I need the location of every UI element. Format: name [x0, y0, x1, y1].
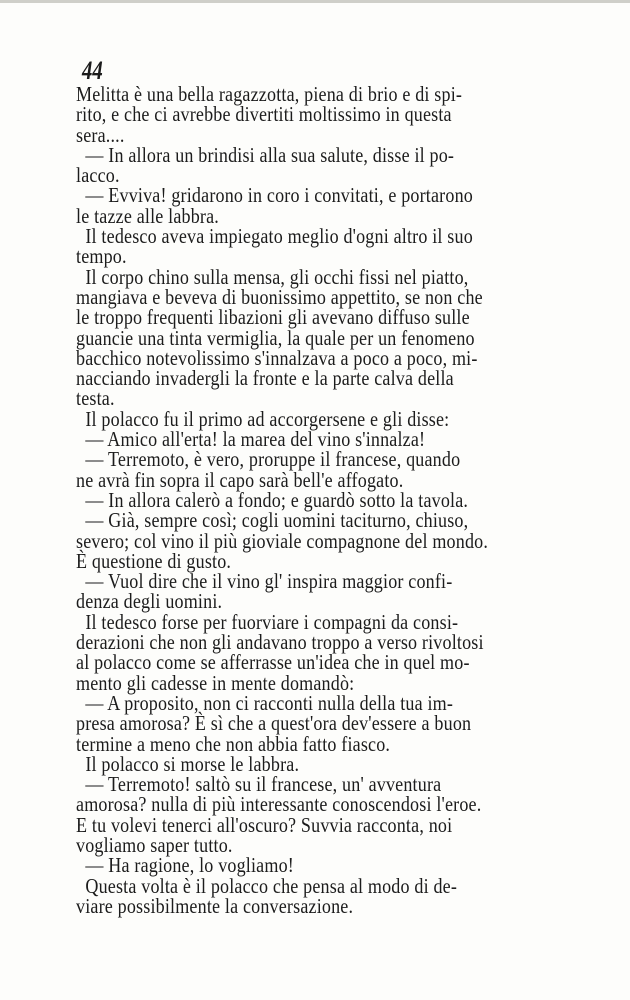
text-line: amorosa? nulla di più interessante conoscendosi l'eroe.: [76, 792, 482, 817]
text-line: E tu volevi tenerci all'oscuro? Suvvia racconta, noi: [76, 812, 453, 837]
text-line: guancie una tinta vermiglia, la quale per un fenomeno: [76, 325, 475, 350]
text-line: — Terremoto! saltò su il francese, un' avventura: [76, 772, 442, 797]
text-line: denza degli uomini.: [76, 589, 223, 614]
text-line: presa amorosa? È sì che a quest'ora dev'essere a buon: [76, 711, 472, 736]
text-line: — In allora calerò a fondo; e guardò sotto la tavola.: [76, 487, 469, 512]
text-line: — Ha ragione, lo vogliamo!: [76, 853, 294, 878]
text-line: mento gli cadesse in mente domandò:: [76, 670, 355, 695]
text-line: Melitta è una bella ragazzotta, piena di brio e di spi-: [76, 82, 463, 106]
text-line: al polacco come se afferrasse un'idea che in quel mo-: [76, 650, 470, 675]
text-line: Il polacco fu il primo ad accorgersene e gli disse:: [76, 406, 450, 431]
text-line: rito, e che ci avrebbe divertiti moltissimo in questa: [76, 102, 452, 127]
text-line: sera....: [76, 122, 125, 147]
text-line: Il corpo chino sulla mensa, gli occhi fissi nel piatto,: [76, 264, 469, 289]
body-text: [76, 84, 582, 916]
text-line: Questa volta è il polacco che pensa al modo di de-: [76, 873, 458, 898]
text-line: ne avrà fin sopra il capo sarà bell'e affogato.: [76, 467, 404, 492]
text-line: derazioni che non gli andavano troppo a verso rivoltosi: [76, 630, 484, 655]
text-line: le troppo frequenti libazioni gli avevano diffuso sulle: [76, 305, 470, 330]
text-line: le tazze alle labbra.: [76, 203, 219, 228]
text-line: bacchico notevolissimo s'innalzava a poco a poco, mi-: [76, 345, 478, 370]
text-line: — Vuol dire che il vino gl' inspira maggior confi-: [76, 569, 453, 594]
text-line: nacciando invadergli la fronte e la parte calva della: [76, 366, 454, 391]
text-line: — Amico all'erta! la marea del vino s'innalza!: [76, 427, 426, 452]
text-line: termine a meno che non abbia fatto fiasco.: [76, 731, 391, 756]
text-line: — Terremoto, è vero, proruppe il francese, quando: [76, 447, 461, 472]
text-line: lacco.: [76, 163, 120, 188]
page-number: 44: [82, 56, 103, 85]
text-line: mangiava e beveva di buonissimo appettito, se non che: [76, 284, 483, 309]
text-line: È questione di gusto.: [76, 548, 232, 573]
text-line: vogliamo saper tutto.: [76, 832, 233, 857]
text-line: testa.: [76, 386, 115, 411]
text-line: — In allora un brindisi alla sua salute, disse il po-: [76, 142, 455, 167]
text-line: tempo.: [76, 244, 127, 269]
text-line: severo; col vino il più gioviale compagnone del mondo.: [76, 528, 489, 553]
text-line: — A proposito, non ci racconti nulla della tua im-: [76, 690, 454, 715]
text-line: Il polacco si morse le labbra.: [76, 751, 300, 776]
text-line: — Evviva! gridarono in coro i convitati, e portarono: [76, 183, 473, 208]
text-line: — Già, sempre così; cogli uomini taciturno, chiuso,: [76, 508, 469, 533]
text-line: Il tedesco aveva impiegato meglio d'ogni altro il suo: [76, 224, 473, 249]
text-line: viare possibilmente la conversazione.: [76, 893, 354, 918]
text-line: Il tedesco forse per fuorviare i compagni da consi-: [76, 609, 459, 634]
page-top-edge: [0, 0, 630, 3]
